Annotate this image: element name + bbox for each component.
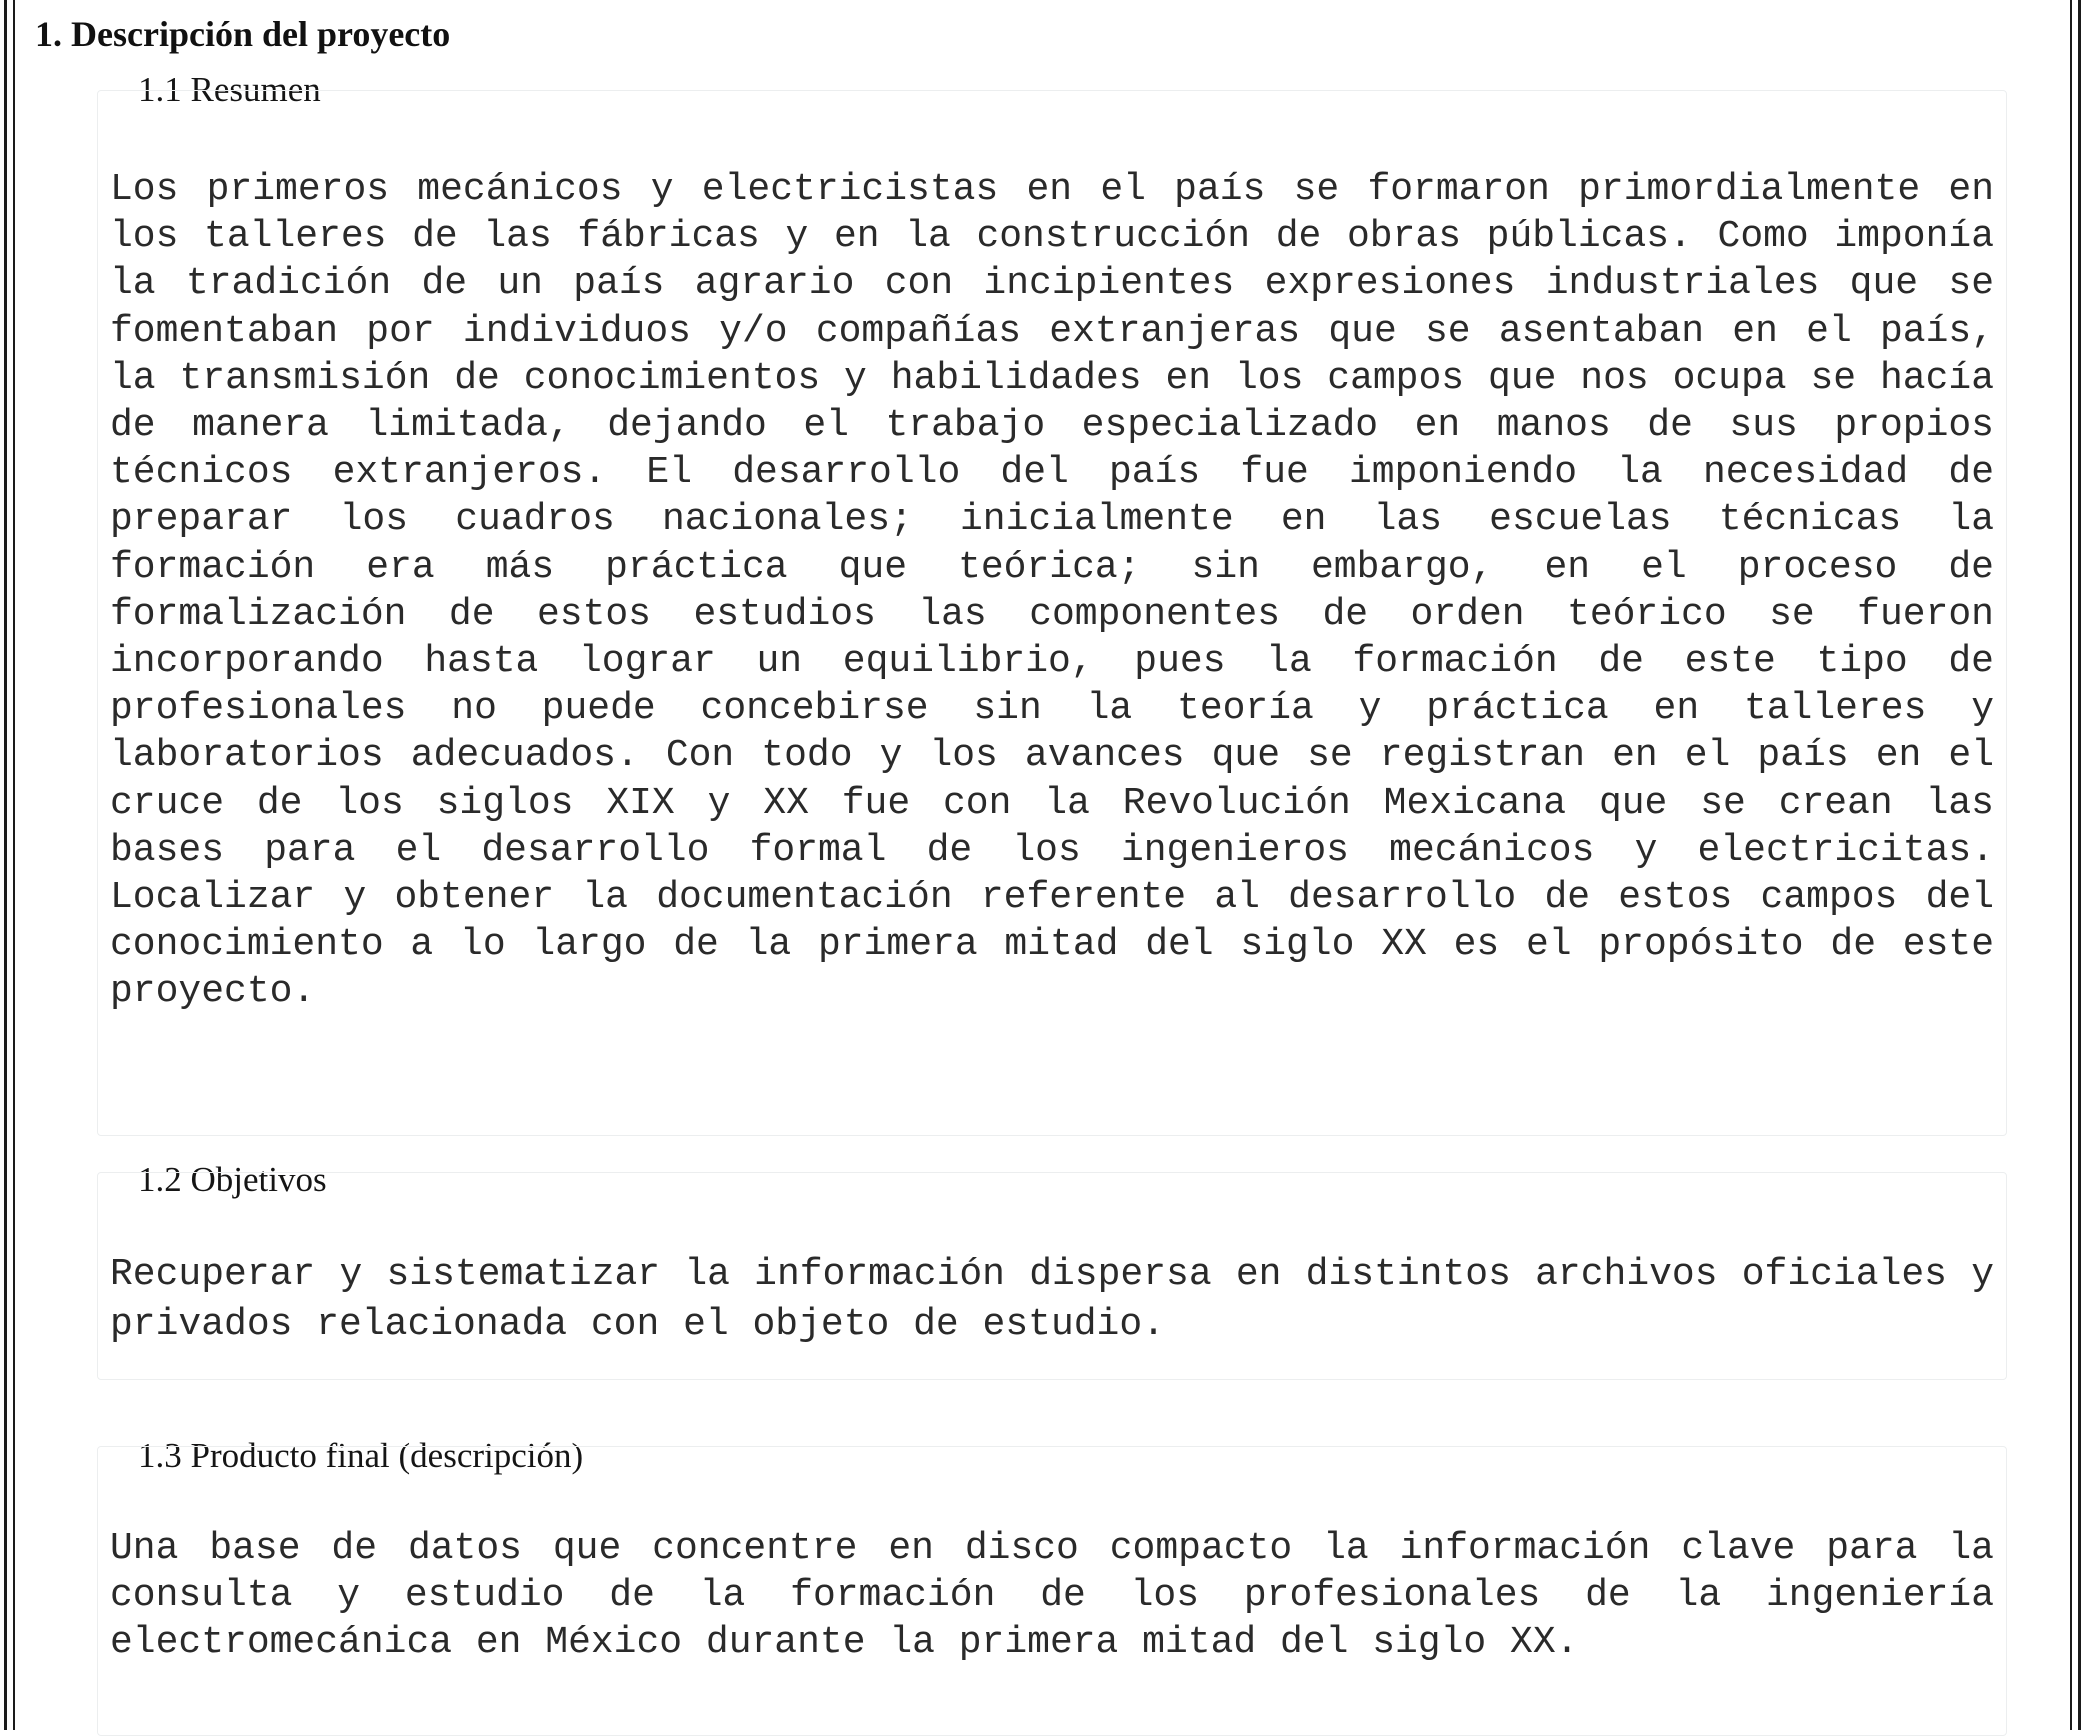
objetivos-paragraph: Recuperar y sistematizar la información dispersa en distintos archivos oficiales y privados relacionada con el objeto de estudio. xyxy=(110,1253,1994,1346)
subsection-heading-objetivos: 1.2 Objetivos xyxy=(138,1160,327,1199)
subsection-heading-producto-final: 1.3 Producto final (descripción) xyxy=(138,1436,584,1475)
section-title: 1. Descripción del proyecto xyxy=(35,14,451,54)
resumen-paragraph: Los primeros mecánicos y electricistas en el país se formaron primordialmente en los talleres de las fábricas y en la construcción de obras públicas. Como imponía la tradición de un país agrario con incipientes expresiones industriales que se fomentaban por individuos y/o compañías extranjeras que se asentaban en el país, la transmisión de conocimientos y habilidades en los campos que nos ocupa se hacía de manera limitada, dejando el trabajo especializado en manos de sus propios técnicos extranjeros. El desarrollo del país fue imponiendo la necesidad de preparar los cuadros nacionales; inicialmente en las escuelas técnicas la formación era más práctica que teórica; sin embargo, en el proceso de formalización de estos estudios las componentes de orden teórico se fueron incorporando hasta lograr un equilibrio, pues la formación de este tipo de profesionales no puede concebirse sin la teoría y práctica en talleres y laboratorios adecuados. Con todo y los avances que se registran en el país en el cruce de los siglos XIX y XX fue con la Revolución Mexicana que se crean las bases para el desarrollo formal de los ingenieros mecánicos y electricitas. Localizar y obtener la documentación referente al desarrollo de estos campos del conocimiento a lo largo de la primera mitad del siglo XX es el propósito de este proyecto. xyxy=(110,168,1994,1014)
subsection-heading-resumen: 1.1 Resumen xyxy=(138,70,321,109)
producto-final-paragraph: Una base de datos que concentre en disco compacto la información clave para la consulta y estudio de la formación de los profesionales de la ingeniería electromecánica en México durante la primera mitad del siglo XX. xyxy=(110,1527,1994,1664)
